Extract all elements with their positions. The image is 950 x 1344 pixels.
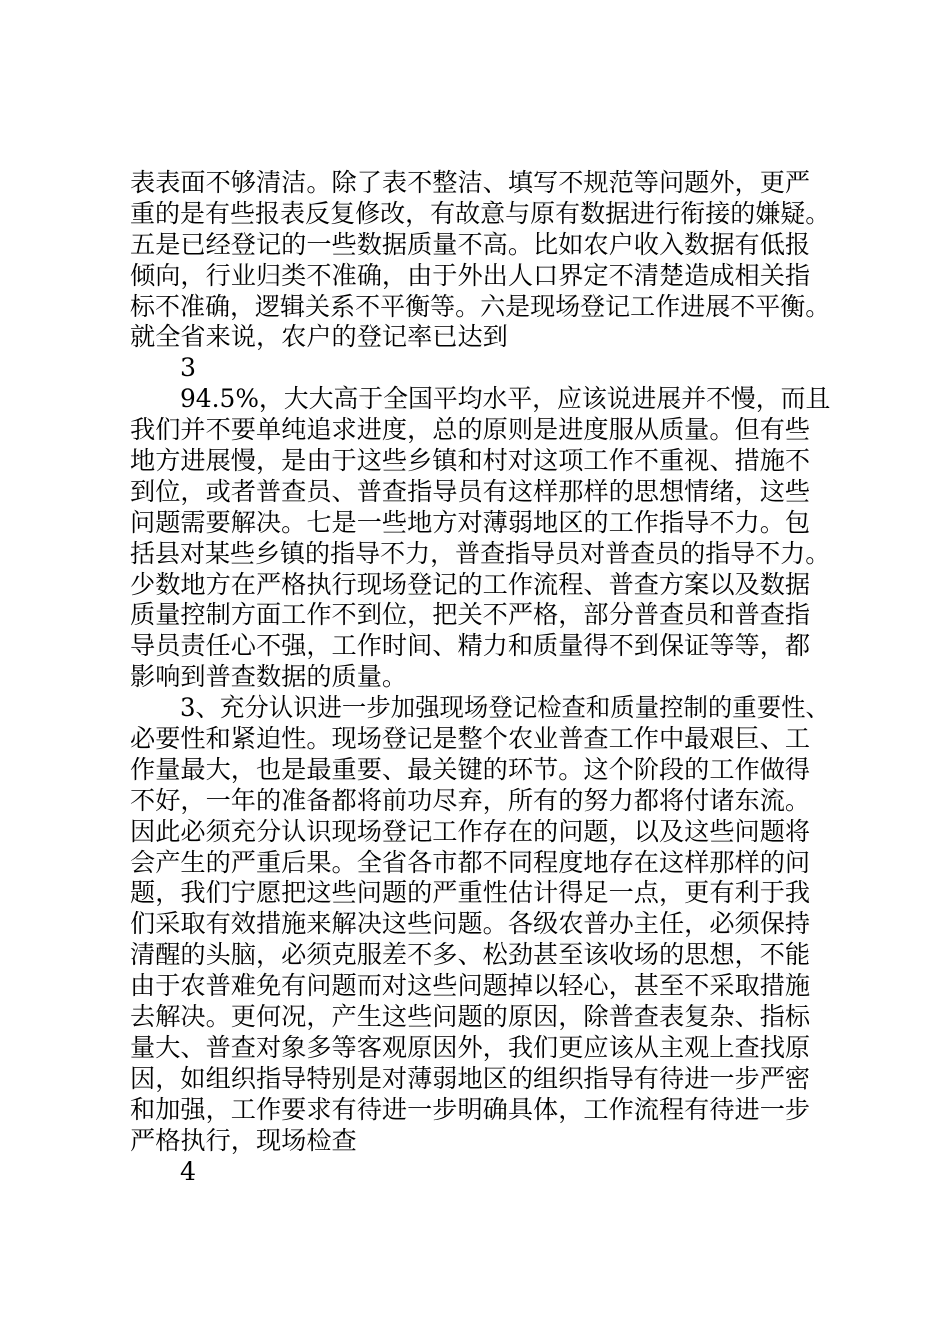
text-line: 3、充分认识进一步加强现场登记检查和质量控制的重要性、 bbox=[180, 693, 830, 723]
text-line: 94.5%，大大高于全国平均水平，应该说进展并不慢，而且 bbox=[180, 384, 831, 414]
text-line: 重的是有些报表反复修改，有故意与原有数据进行衔接的嫌疑。 bbox=[130, 198, 831, 228]
text-line: 们采取有效措施来解决这些问题。各级农普办主任，必须保持 bbox=[130, 909, 811, 939]
text-line: 清醒的头脑，必须克服差不多、松劲甚至该收场的思想，不能 bbox=[130, 940, 811, 970]
text-line: 表表面不够清洁。除了表不整洁、填写不规范等问题外，更严 bbox=[130, 168, 811, 197]
page-number: 4 bbox=[180, 1156, 197, 1186]
text-line: 标不准确，逻辑关系不平衡等。六是现场登记工作进展不平衡。 bbox=[130, 291, 831, 321]
page-number: 3 bbox=[180, 353, 197, 383]
text-line: 去解决。更何况，产生这些问题的原因，除普查表复杂、指标 bbox=[130, 1002, 811, 1032]
text-line: 就全省来说，农户的登记率已达到 bbox=[130, 322, 508, 352]
text-line: 括县对某些乡镇的指导不力，普查指导员对普查员的指导不力。 bbox=[130, 538, 831, 568]
text-line: 倾向，行业归类不准确，由于外出人口界定不清楚造成相关指 bbox=[130, 260, 811, 290]
text-line: 由于农普难免有问题而对这些问题掉以轻心，甚至不采取措施 bbox=[130, 971, 811, 1001]
text-line: 导员责任心不强，工作时间、精力和质量得不到保证等等，都 bbox=[130, 631, 811, 661]
text-line: 我们并不要单纯追求进度，总的原则是进度服从质量。但有些 bbox=[130, 415, 811, 445]
text-line: 作量最大，也是最重要、最关键的环节。这个阶段的工作做得 bbox=[130, 754, 811, 784]
text-line: 到位，或者普查员、普查指导员有这样那样的思想情绪，这些 bbox=[130, 476, 811, 506]
text-line: 质量控制方面工作不到位，把关不严格，部分普查员和普查指 bbox=[130, 600, 811, 630]
text-line: 地方进展慢，是由于这些乡镇和村对这项工作不重视、措施不 bbox=[130, 446, 811, 476]
text-line: 少数地方在严格执行现场登记的工作流程、普查方案以及数据 bbox=[130, 569, 811, 599]
text-line: 严格执行，现场检查 bbox=[130, 1125, 357, 1155]
text-line: 题，我们宁愿把这些问题的严重性估计得足一点，更有利于我 bbox=[130, 878, 811, 908]
text-line: 因，如组织指导特别是对薄弱地区的组织指导有待进一步严密 bbox=[130, 1063, 811, 1093]
text-line: 必要性和紧迫性。现场登记是整个农业普查工作中最艰巨、工 bbox=[130, 724, 811, 754]
text-line: 影响到普查数据的质量。 bbox=[130, 662, 408, 692]
text-line: 会产生的严重后果。全省各市都不同程度地存在这样那样的问 bbox=[130, 847, 811, 877]
text-line: 问题需要解决。七是一些地方对薄弱地区的工作指导不力。包 bbox=[130, 507, 811, 537]
text-line: 和加强，工作要求有待进一步明确具体，工作流程有待进一步 bbox=[130, 1094, 811, 1124]
text-line: 五是已经登记的一些数据质量不高。比如农户收入数据有低报 bbox=[130, 229, 811, 259]
text-line: 因此必须充分认识现场登记工作存在的问题，以及这些问题将 bbox=[130, 816, 811, 846]
text-line: 不好，一年的准备都将前功尽弃，所有的努力都将付诸东流。 bbox=[130, 785, 811, 815]
document-body bbox=[130, 168, 830, 1187]
text-line: 量大、普查对象多等客观原因外，我们更应该从主观上查找原 bbox=[130, 1032, 811, 1062]
